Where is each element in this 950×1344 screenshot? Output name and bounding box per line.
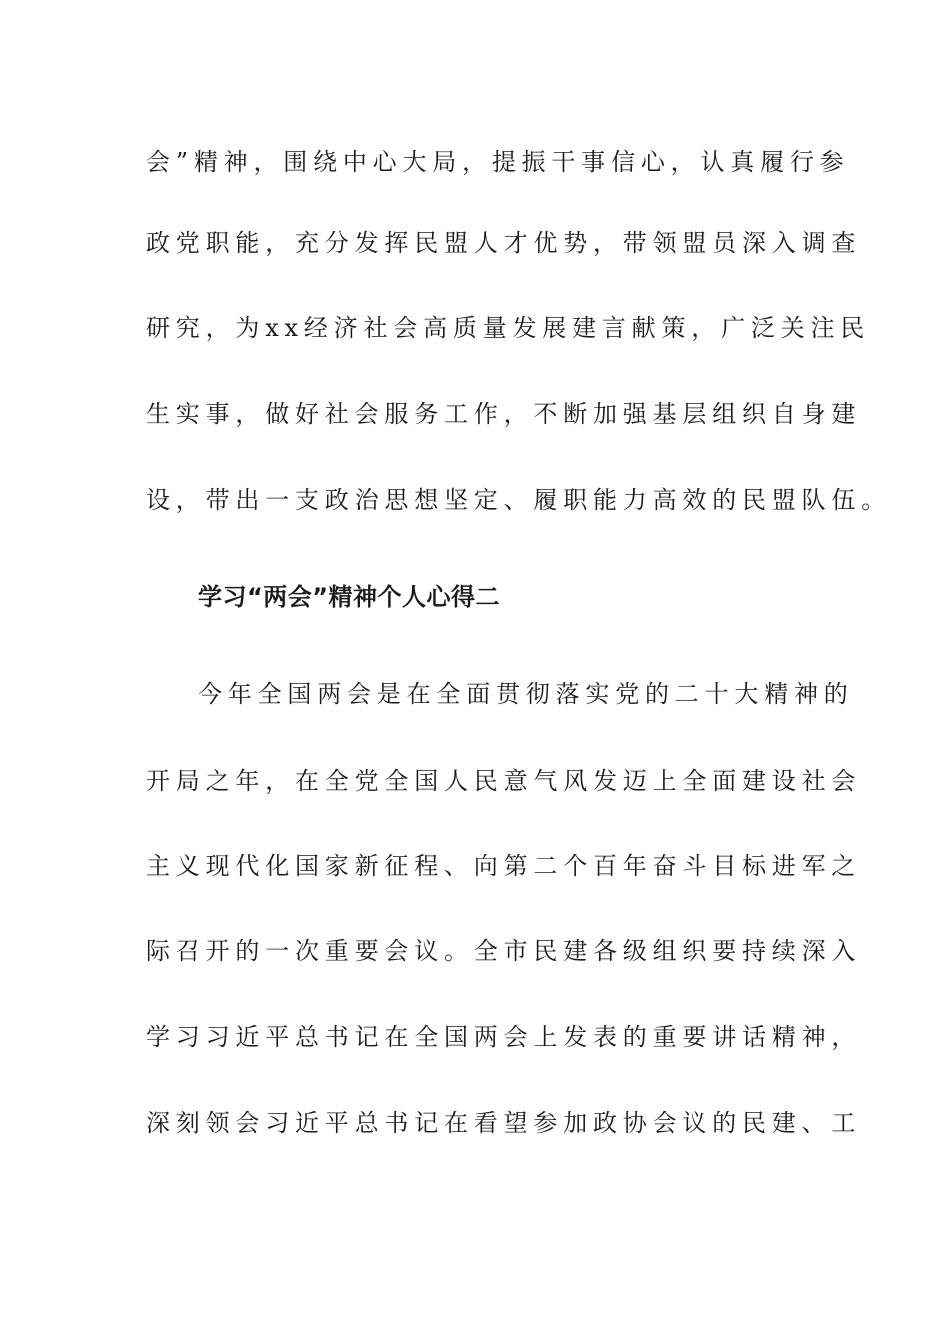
paragraph-line: 今年全国两会是在全面贯彻落实党的二十大精神的 xyxy=(198,680,854,708)
paragraph-line: 生实事，做好社会服务工作，不断加强基层组织自身建 xyxy=(146,400,862,428)
paragraph-line: 际召开的一次重要会议。全市民建各级组织要持续深入 xyxy=(146,937,862,965)
paragraph-line: 主义现代化国家新征程、向第二个百年奋斗目标进军之 xyxy=(146,852,862,880)
section-heading: 学习“两会”精神个人心得二 xyxy=(198,583,501,611)
paragraph-line: 深刻领会习近平总书记在看望参加政协会议的民建、工 xyxy=(146,1109,862,1137)
paragraph-line: 学习习近平总书记在全国两会上发表的重要讲话精神， xyxy=(146,1023,862,1051)
paragraph-line: 研究，为xx经济社会高质量发展建言献策，广泛关注民 xyxy=(146,314,871,342)
paragraph-line: 会”精神，围绕中心大局，提振干事信心，认真履行参 xyxy=(146,148,850,176)
paragraph-line: 政党职能，充分发挥民盟人才优势，带领盟员深入调查 xyxy=(146,229,862,257)
paragraph-line: 设，带出一支政治思想坚定、履职能力高效的民盟队伍。 xyxy=(146,486,891,514)
paragraph-line: 开局之年，在全党全国人民意气风发迈上全面建设社会 xyxy=(146,767,862,795)
